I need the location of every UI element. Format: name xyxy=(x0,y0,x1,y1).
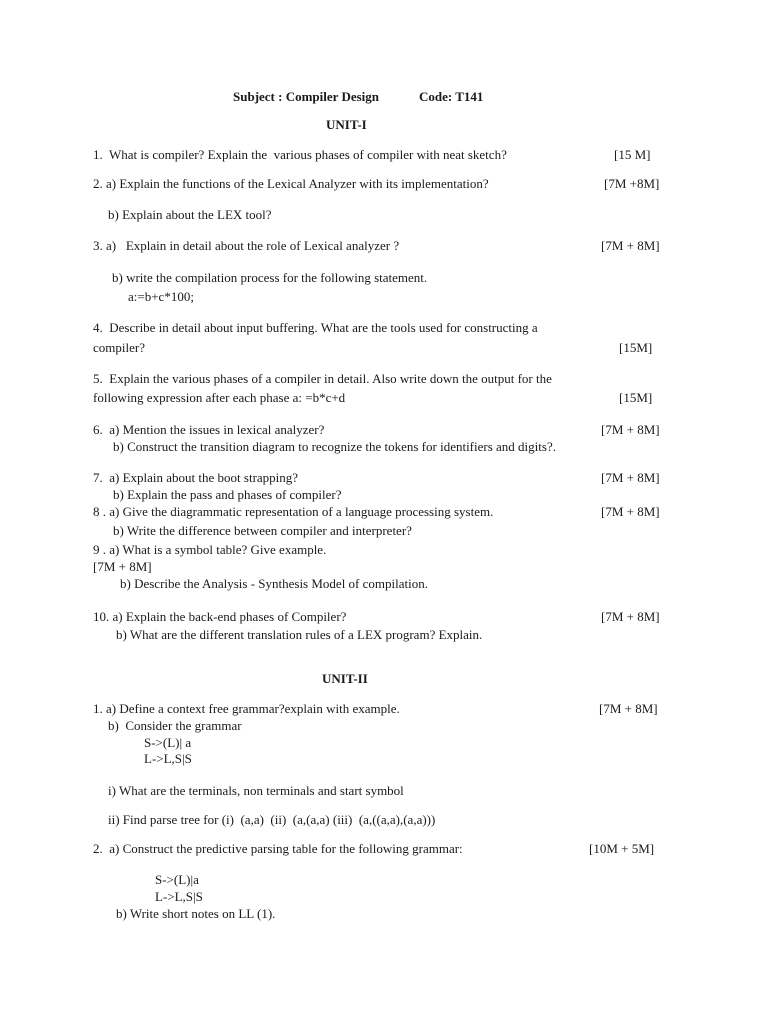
unit-1-heading: UNIT-I xyxy=(326,117,367,132)
unit1-q1-marks: [15 M] xyxy=(614,147,651,162)
unit1-q2a-text: 2. a) Explain the functions of the Lexical Analyzer with its implementation? xyxy=(93,176,489,191)
unit2-q1-grammar-1: S->(L)| a xyxy=(144,735,192,750)
unit1-q3-marks: [7M + 8M] xyxy=(601,238,660,253)
unit1-q10-marks: [7M + 8M] xyxy=(601,609,660,624)
unit2-q1-grammar-2: L->L,S|S xyxy=(144,751,192,766)
unit2-q2a-text: 2. a) Construct the predictive parsing table for the following grammar: xyxy=(93,841,463,856)
unit1-q5-marks: [15M] xyxy=(619,390,653,405)
unit1-q8-marks: [7M + 8M] xyxy=(601,504,660,519)
unit1-q4-line1: 4. Describe in detail about input buffering. What are the tools used for constructing a xyxy=(93,320,538,335)
unit2-q1b-text: b) Consider the grammar xyxy=(108,718,242,733)
unit2-q1-part-i: i) What are the terminals, non terminals and start symbol xyxy=(108,783,404,798)
unit1-q5-line1: 5. Explain the various phases of a compiler in detail. Also write down the output for the xyxy=(93,371,552,386)
unit-2-heading: UNIT-II xyxy=(322,671,368,686)
unit2-q1a-text: 1. a) Define a context free grammar?explain with example. xyxy=(93,701,400,716)
unit1-q7-marks: [7M + 8M] xyxy=(601,470,660,485)
unit1-q8b-text: b) Write the difference between compiler and interpreter? xyxy=(113,523,412,538)
unit2-q1-part-ii: ii) Find parse tree for (i) (a,a) (ii) (a,(a,a) (iii) (a,((a,a),(a,a))) xyxy=(108,812,436,827)
subject-title: Subject : Compiler Design xyxy=(233,89,380,104)
unit1-q2b-text: b) Explain about the LEX tool? xyxy=(108,207,272,222)
unit1-q7a-text: 7. a) Explain about the boot strapping? xyxy=(93,470,299,485)
unit2-q2b-text: b) Write short notes on LL (1). xyxy=(116,906,276,921)
unit1-q1-text: 1. What is compiler? Explain the various phases of compiler with neat sketch? xyxy=(93,147,507,162)
unit2-q1-marks: [7M + 8M] xyxy=(599,701,658,716)
unit1-q9-marks: [7M + 8M] xyxy=(93,559,152,574)
unit1-q9a-text: 9 . a) What is a symbol table? Give example. xyxy=(93,542,327,557)
subject-code: Code: T141 xyxy=(419,89,484,104)
unit1-q10b-text: b) What are the different translation rules of a LEX program? Explain. xyxy=(116,627,483,642)
unit1-q3-statement: a:=b+c*100; xyxy=(128,289,194,304)
unit1-q6-marks: [7M + 8M] xyxy=(601,422,660,437)
unit1-q8a-text: 8 . a) Give the diagrammatic representation of a language processing system. xyxy=(93,504,494,519)
unit1-q4-marks: [15M] xyxy=(619,340,653,355)
unit1-q2-marks: [7M +8M] xyxy=(604,176,660,191)
unit1-q7b-text: b) Explain the pass and phases of compiler? xyxy=(113,487,342,502)
unit1-q10a-text: 10. a) Explain the back-end phases of Compiler? xyxy=(93,609,347,624)
unit2-q2-marks: [10M + 5M] xyxy=(589,841,655,856)
unit2-q2-grammar-1: S->(L)|a xyxy=(155,872,199,887)
unit1-q3a-text: 3. a) Explain in detail about the role of Lexical analyzer ? xyxy=(93,238,400,253)
unit1-q3b-text: b) write the compilation process for the following statement. xyxy=(112,270,428,285)
unit2-q2-grammar-2: L->L,S|S xyxy=(155,889,203,904)
unit1-q4-line2: compiler? xyxy=(93,340,145,355)
unit1-q6b-text: b) Construct the transition diagram to recognize the tokens for identifiers and digits?. xyxy=(113,439,556,454)
unit1-q9b-text: b) Describe the Analysis - Synthesis Model of compilation. xyxy=(120,576,428,591)
unit1-q5-line2: following expression after each phase a: =b*c+d xyxy=(93,390,346,405)
unit1-q6a-text: 6. a) Mention the issues in lexical analyzer? xyxy=(93,422,325,437)
